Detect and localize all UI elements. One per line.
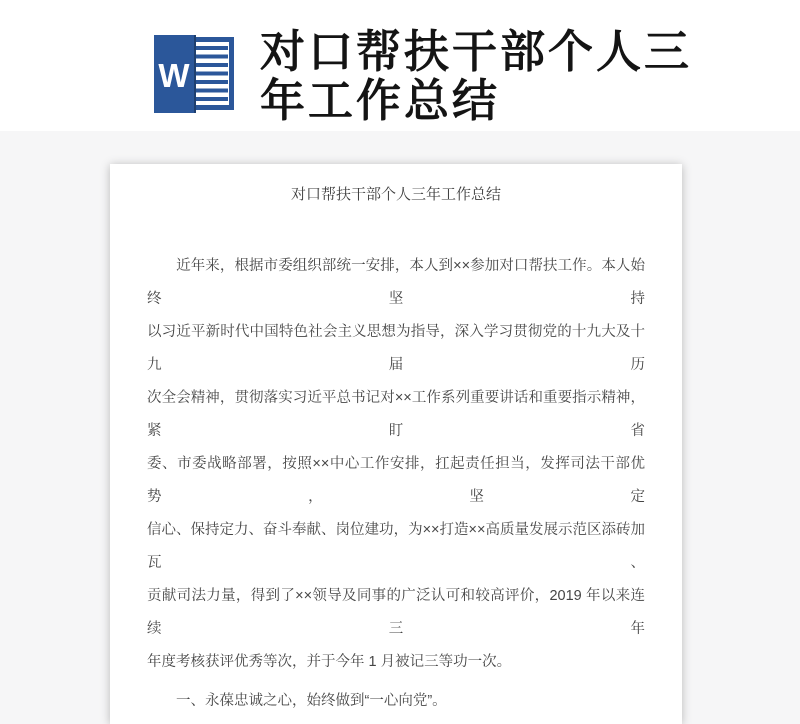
document-text-line: 委、市委战略部署，按照××中心工作安排，扛起责任担当，发挥司法干部优势，坚定 bbox=[147, 456, 645, 505]
page-body bbox=[147, 250, 645, 718]
document-page bbox=[110, 164, 682, 724]
document-text-line: 一、永葆忠诚之心，始终做到“一心向党”。 bbox=[147, 693, 447, 709]
document-title bbox=[260, 27, 692, 125]
page-title: 对口帮扶干部个人三年工作总结 bbox=[290, 186, 501, 203]
document-header bbox=[0, 0, 800, 131]
document-text-line: 年度考核获评优秀等次，并于今年 1 月被记三等功一次。 bbox=[147, 654, 512, 670]
document-title-line: 对口帮扶干部个人三 bbox=[260, 26, 693, 77]
word-icon-page bbox=[191, 40, 232, 108]
word-icon-panel bbox=[154, 35, 196, 113]
document-text-line: 贡献司法力量，得到了××领导及同事的广泛认可和较高评价，2019 年以来连续三年 bbox=[147, 588, 645, 637]
word-icon bbox=[148, 35, 236, 117]
word-icon-letter: W bbox=[158, 57, 190, 94]
document-text-line: 以习近平新时代中国特色社会主义思想为指导，深入学习贯彻党的十九大及十九届历 bbox=[147, 324, 645, 373]
document-text-line: 近年来，根据市委组织部统一安排，本人到××参加对口帮扶工作。本人始终坚持 bbox=[147, 258, 645, 307]
document-title-line: 年工作总结 bbox=[260, 75, 501, 126]
document-text-line: 信心、保持定力、奋斗奉献、岗位建功，为××打造××高质量发展示范区添砖加瓦、 bbox=[147, 522, 645, 571]
document-text-line: 次全会精神，贯彻落实习近平总书记对××工作系列重要讲话和重要指示精神，紧盯省 bbox=[147, 390, 645, 439]
